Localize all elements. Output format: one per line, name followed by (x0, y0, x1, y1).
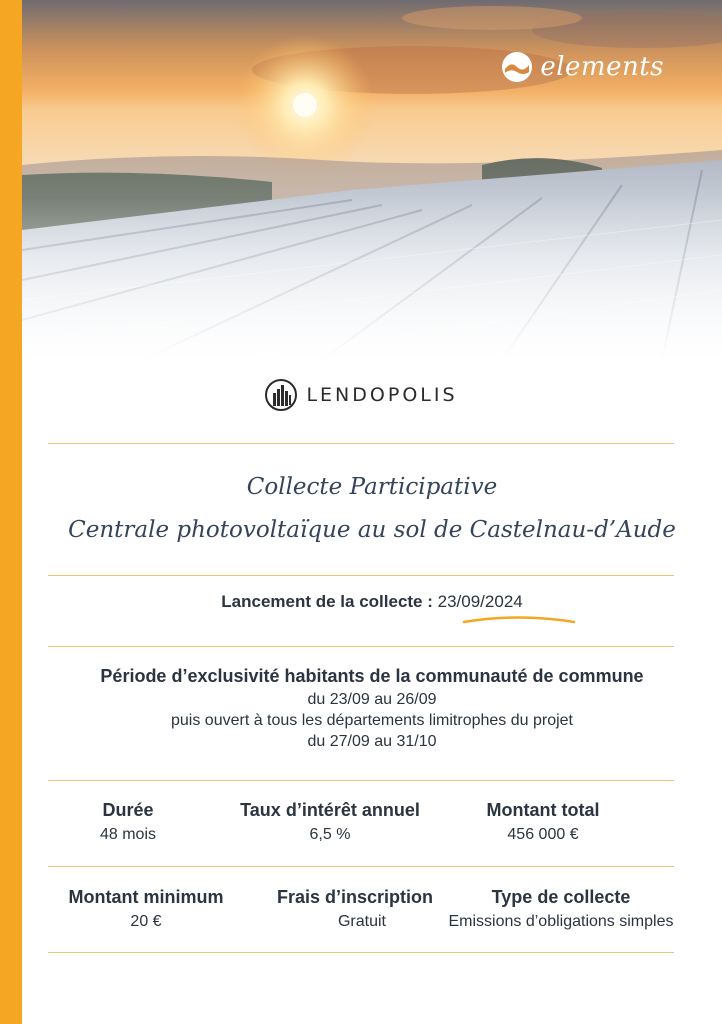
stat-value: 20 € (130, 913, 162, 930)
stat-value: 48 mois (99, 826, 157, 843)
underline-swoosh-decoration (462, 614, 576, 626)
stat-taux-interet (215, 800, 445, 844)
stat-value: Gratuit (337, 913, 386, 930)
stat-label: Taux d’intérêt annuel (240, 800, 420, 820)
stat-label: Frais d’inscription (276, 887, 434, 907)
wave-circle-icon (500, 50, 534, 84)
stat-montant-minimum (50, 887, 242, 931)
stat-label: Durée (102, 800, 154, 820)
city-skyline-circle-icon (264, 378, 298, 412)
stat-label: Montant total (486, 800, 600, 820)
divider (48, 952, 674, 953)
exclusivity-section (22, 666, 722, 752)
exclusivity-line: puis ouvert à tous les départements limitrophes du projet (171, 712, 573, 729)
hero-image-solar-field (22, 0, 722, 360)
stat-value: Emissions d’obligations simples (448, 913, 674, 930)
divider (48, 443, 674, 444)
elements-logo (500, 50, 664, 84)
launch-date-line (22, 592, 722, 612)
stat-duree (68, 800, 188, 844)
exclusivity-line: du 27/09 au 31/10 (307, 733, 437, 750)
stat-montant-total (463, 800, 623, 844)
lendopolis-logo-text: LENDOPOLIS (306, 384, 458, 406)
stat-value: 6,5 % (309, 826, 351, 843)
launch-label: Lancement de la collecte : (221, 592, 433, 611)
exclusivity-heading: Période d’exclusivité habitants de la communauté de commune (100, 666, 644, 686)
stat-label: Montant minimum (68, 887, 224, 907)
stat-type-collecte (424, 887, 698, 931)
launch-date: 23/09/2024 (437, 592, 523, 611)
exclusivity-line: du 23/09 au 26/09 (307, 691, 437, 708)
lendopolis-logo (0, 378, 722, 412)
elements-logo-text: elements (540, 52, 664, 82)
divider (48, 575, 674, 576)
title-line-2: Centrale photovoltaïque au sol de Castelnau-d’Aude (68, 517, 676, 543)
divider (48, 866, 674, 867)
stat-label: Type de collecte (491, 887, 631, 907)
stat-value: 456 000 € (507, 826, 579, 843)
divider (48, 780, 674, 781)
title-line-1: Collecte Participative (246, 474, 498, 500)
divider (48, 646, 674, 647)
stat-frais-inscription (262, 887, 448, 931)
accent-sidebar-bar (0, 0, 22, 1024)
